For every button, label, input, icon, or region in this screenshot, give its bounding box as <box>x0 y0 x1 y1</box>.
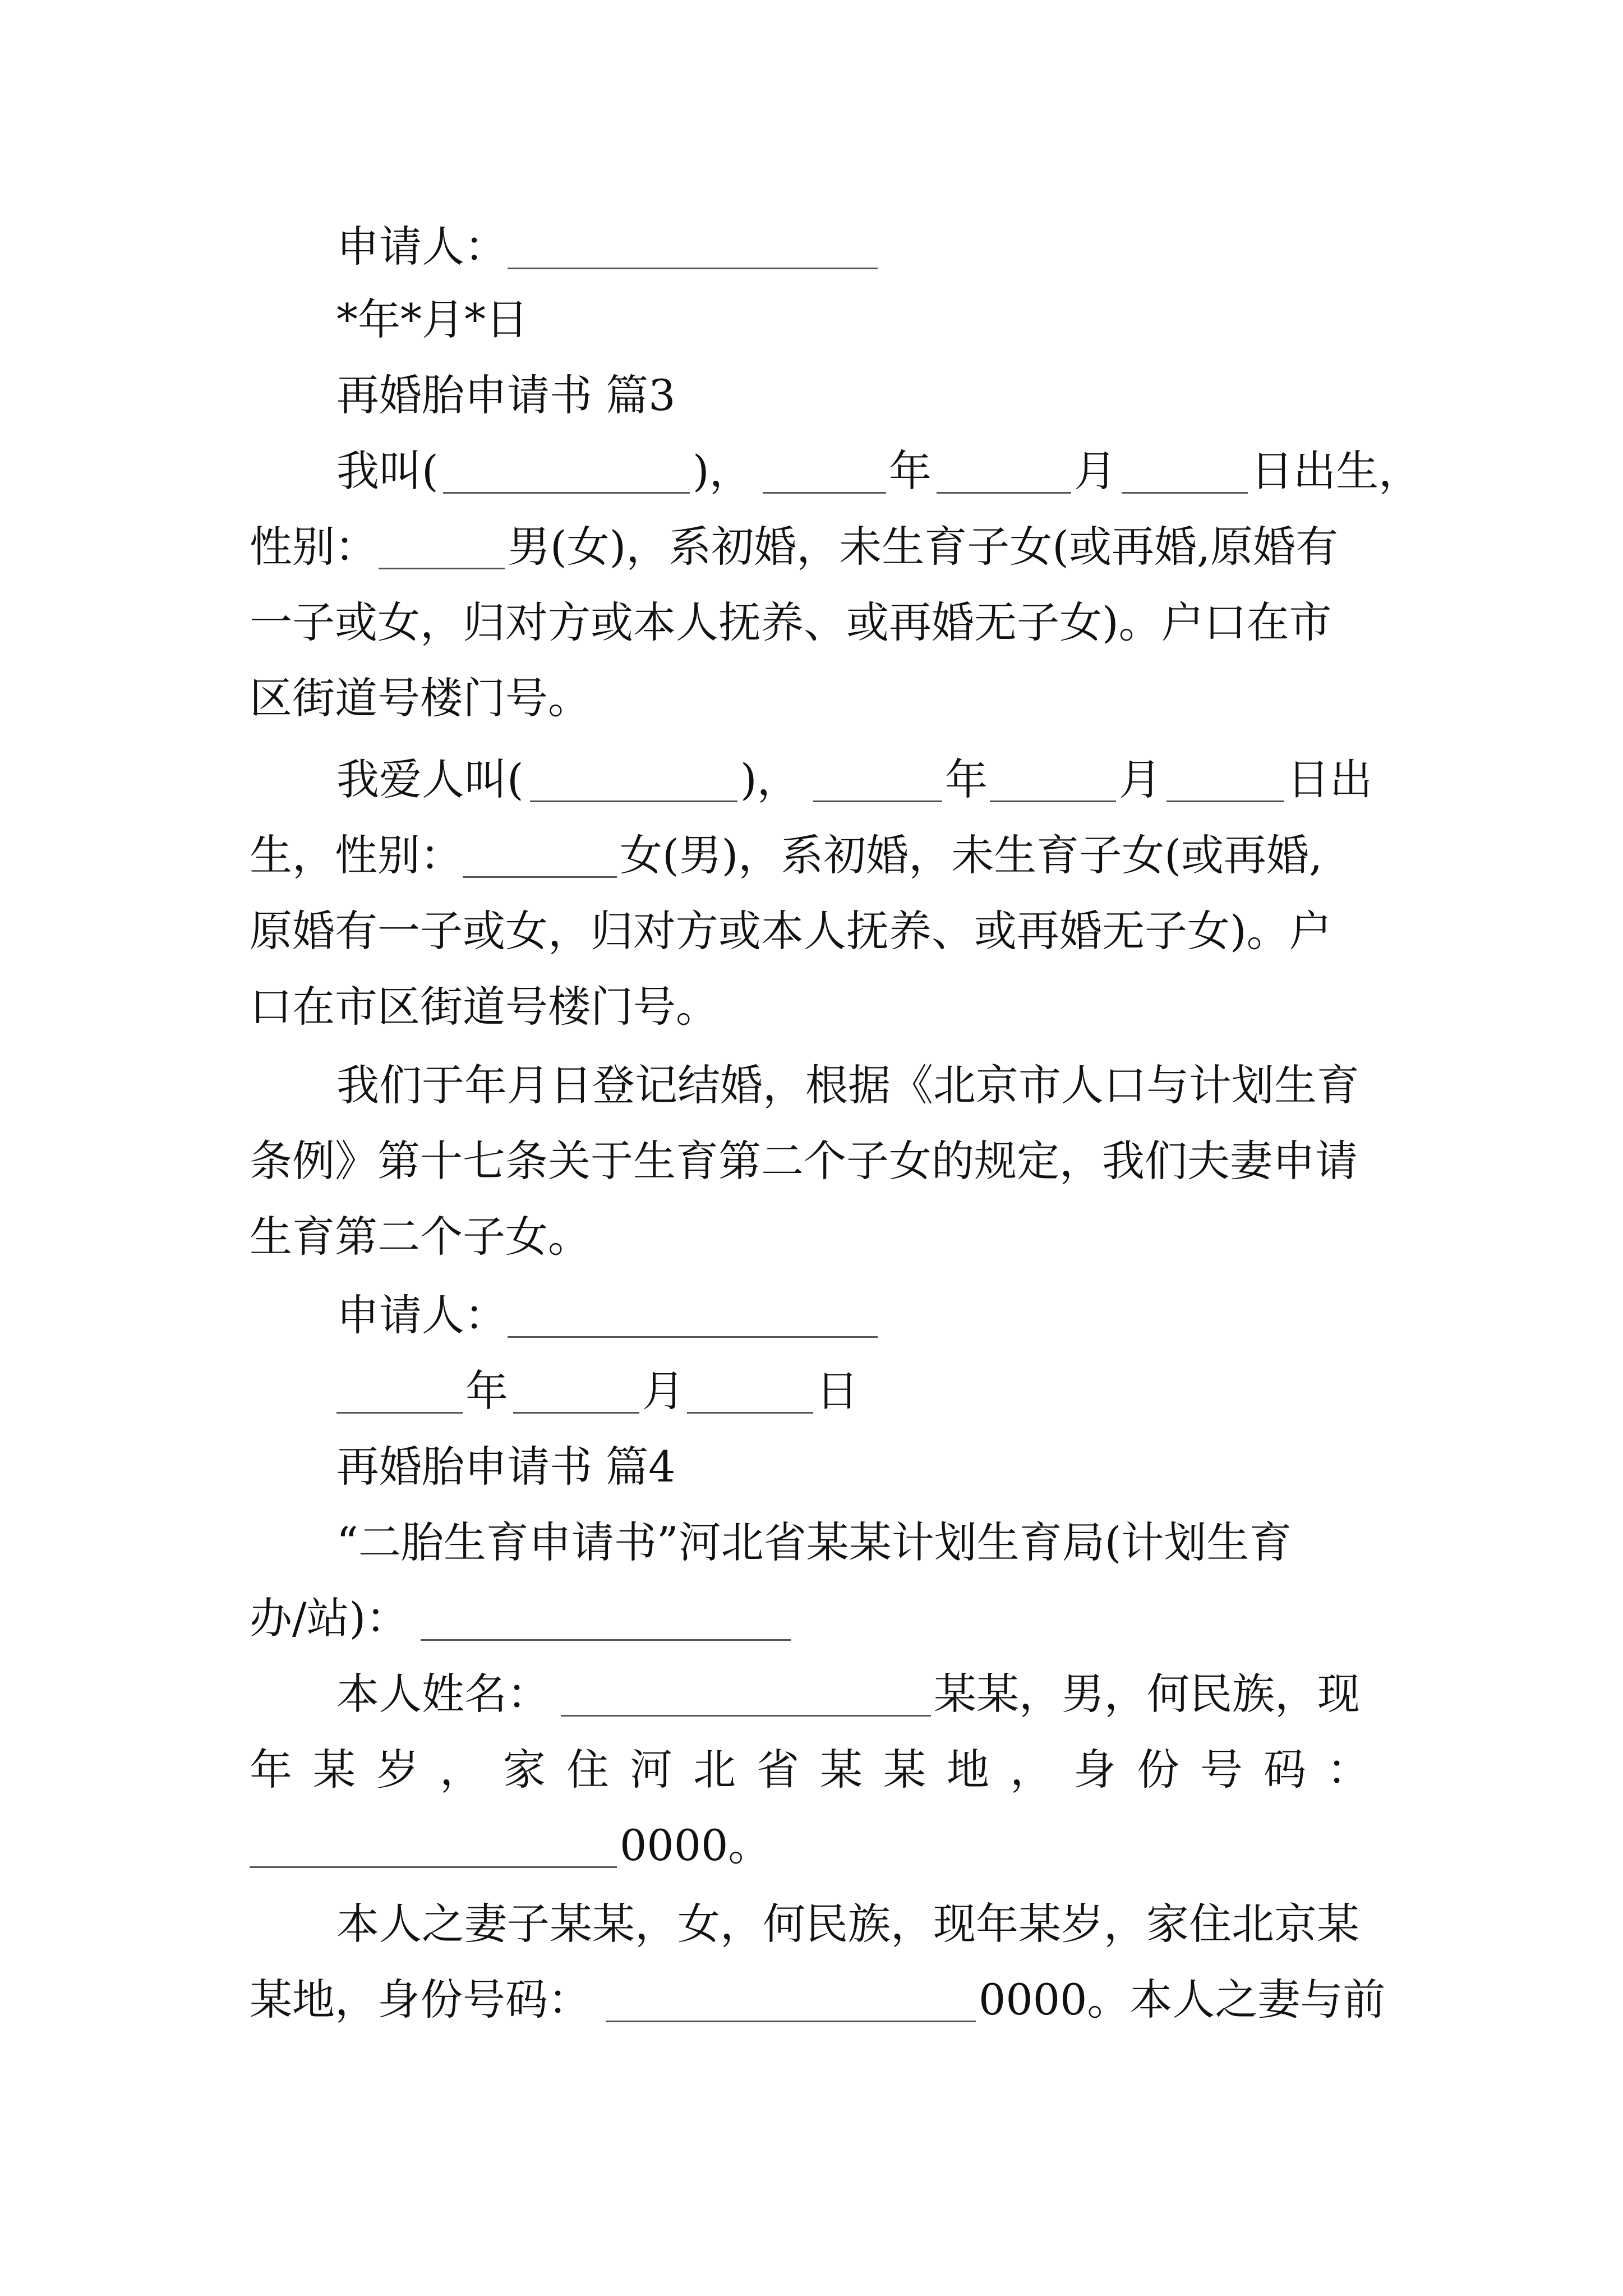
char: 某 <box>313 1745 356 1795</box>
office-label: 办/站)： <box>250 1593 409 1643</box>
char: 年 <box>250 1745 292 1795</box>
text-seg: 条例》第十七条关于生育第二个子女的规定，我们夫妻申请 <box>250 1136 1358 1186</box>
text-seg: 区街道号楼门号。 <box>250 673 591 723</box>
char: ： <box>1327 1745 1370 1795</box>
office-blank <box>421 1585 791 1641</box>
id-number-blank <box>606 1966 976 2022</box>
text-seg: 本人之妻子某某，女，何民族，现年某岁，家住北京某 <box>336 1899 1359 1949</box>
name-blank <box>561 1660 931 1717</box>
char: 省 <box>757 1745 799 1795</box>
char: 家 <box>503 1745 546 1795</box>
char: 河 <box>630 1745 672 1795</box>
applicant-signature-blank <box>508 1282 878 1338</box>
para3-line1 <box>0 1052 1623 1119</box>
text-seg: 我们于年月日登记结婚，根据《北京市人口与计划生育 <box>336 1060 1359 1110</box>
text-seg: 0000。本人之妻与前 <box>979 1975 1386 2024</box>
day-blank <box>1122 438 1248 494</box>
date-line-2 <box>0 1358 1623 1425</box>
char: 码 <box>1264 1745 1306 1795</box>
para4-line2 <box>0 1585 1623 1652</box>
para2-line3 <box>0 898 1623 965</box>
year-label: 年 <box>889 446 932 496</box>
para2-line1 <box>0 746 1623 813</box>
para5-line2 <box>0 1736 1623 1803</box>
char: 号 <box>1200 1745 1243 1795</box>
section-title: 再婚胎申请书 篇4 <box>336 1442 676 1492</box>
applicant-signature-blank <box>508 213 878 269</box>
para3-line3 <box>0 1203 1623 1271</box>
text-seg: )， <box>693 446 752 496</box>
char: 份 <box>1137 1745 1179 1795</box>
day-blank <box>687 1358 813 1414</box>
para1-line1 <box>0 438 1623 505</box>
year-blank <box>813 746 942 802</box>
text-seg: “二胎生育申请书”河北省某某计划生育局(计划生育 <box>336 1517 1292 1567</box>
id-label: 某地，身份号码： <box>250 1975 591 2024</box>
month-label: 月 <box>1074 446 1117 496</box>
name-label: 我叫( <box>336 446 439 496</box>
spouse-name-label: 我爱人叫( <box>336 754 524 804</box>
char: 北 <box>693 1745 736 1795</box>
name-label: 本人姓名： <box>336 1669 550 1719</box>
month-blank <box>937 438 1071 494</box>
para3-line2 <box>0 1128 1623 1195</box>
char: 岁 <box>376 1745 419 1795</box>
id-number-blank <box>250 1812 617 1868</box>
text-seg: 男(女)，系初婚，未生育子女(或再婚,原婚有 <box>508 522 1339 572</box>
name-blank <box>443 438 690 494</box>
text-seg: 生育第二个子女。 <box>250 1212 591 1262</box>
section-title: 再婚胎申请书 篇3 <box>336 370 676 420</box>
gender-label: 生，性别： <box>250 830 463 880</box>
para2-line4 <box>0 973 1623 1041</box>
char: ， <box>440 1745 482 1795</box>
para5-line3 <box>0 1812 1623 1879</box>
year-blank <box>336 1358 463 1414</box>
gender-blank <box>379 513 505 569</box>
applicant-label: 申请人： <box>336 222 507 272</box>
para2-line2 <box>0 822 1623 889</box>
section-heading-4 <box>0 1433 1623 1501</box>
year-label: 年 <box>945 754 988 804</box>
text-seg: 原婚有一子或女，归对方或本人抚养、或再婚无子女)。户 <box>250 906 1332 956</box>
char: 某 <box>820 1745 863 1795</box>
char: 住 <box>566 1745 609 1795</box>
char: 地 <box>947 1745 989 1795</box>
month-label: 月 <box>642 1366 685 1416</box>
month-label: 月 <box>1119 754 1161 804</box>
birth-label: 日出 <box>1287 754 1372 804</box>
date-line-1 <box>0 286 1623 353</box>
text-seg: 一子或女，归对方或本人抚养、或再婚无子女)。户口在市 <box>250 597 1332 647</box>
text-seg: 女(男)，系初婚，未生育子女(或再婚, <box>620 830 1323 880</box>
month-blank <box>990 746 1116 802</box>
justified-line <box>250 1736 1370 1803</box>
date-text: *年*月*日 <box>336 295 528 344</box>
applicant-label: 申请人： <box>336 1290 507 1340</box>
char: 某 <box>883 1745 926 1795</box>
gender-label: 性别： <box>250 522 377 572</box>
spouse-name-blank <box>530 746 737 802</box>
text-seg: 口在市区街道号楼门号。 <box>250 982 718 1032</box>
para1-line2 <box>0 513 1623 581</box>
year-blank <box>763 438 886 494</box>
applicant-line-2 <box>0 1282 1623 1349</box>
para1-line4 <box>0 665 1623 732</box>
text-seg: )， <box>740 754 800 804</box>
day-blank <box>1166 746 1284 802</box>
gender-blank <box>463 822 617 878</box>
char: 身 <box>1073 1745 1116 1795</box>
birth-label: 日出生， <box>1251 446 1421 496</box>
char: ， <box>1010 1745 1053 1795</box>
para4-line1 <box>0 1509 1623 1576</box>
day-label: 日 <box>816 1366 859 1416</box>
text-seg: 某某，男，何民族，现 <box>934 1669 1360 1719</box>
year-label: 年 <box>465 1366 508 1416</box>
para1-line3 <box>0 589 1623 656</box>
applicant-line-1 <box>0 213 1623 280</box>
para6-line2 <box>0 1966 1623 2033</box>
section-heading-3 <box>0 362 1623 429</box>
para6-line1 <box>0 1890 1623 1958</box>
month-blank <box>513 1358 639 1414</box>
para5-line1 <box>0 1660 1623 1728</box>
id-suffix: 0000。 <box>620 1820 771 1870</box>
